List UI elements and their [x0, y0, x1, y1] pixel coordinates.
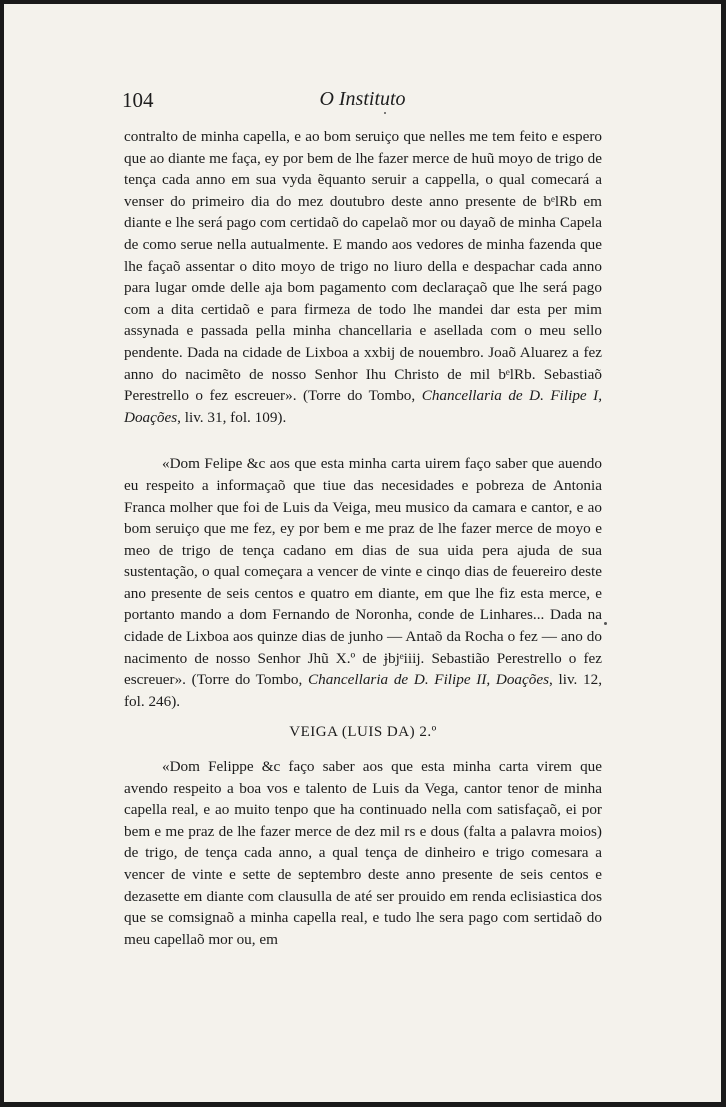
paragraph-3	[124, 756, 602, 950]
page-number: 104	[122, 88, 154, 112]
running-title: O Instituto	[319, 88, 406, 110]
paragraph-2-source: Chancellaria de D. Filipe II, Doações	[307, 671, 550, 689]
paragraph-1	[124, 126, 602, 428]
paragraph-2-source-end: , liv. 12, fol. 246).	[124, 671, 603, 710]
paragraph-2	[124, 453, 602, 712]
paragraph-1-source-end: , liv. 31, fol. 109).	[177, 408, 287, 426]
paper-speck	[384, 112, 386, 114]
paragraph-2-text: «Dom Felipe &c aos que esta minha carta uirem faço saber que auendo eu respeito a informaçaõ que tiue das necesidades e pobreza de Antonia Franca molher que foi de Luis da Veiga, meu musico da camara e cantor, e ao bom seruiço que me fez, ey por bem e me praz de lhe fazer merce de moyo e meo de trigo de tença cadano em dias de sua uida pera ajuda de sua sustentação, o qual começara a vencer de vinte e cinqo dias de feuereiro deste ano presente de seis centos e quatro em diante, em que lhe fiz esta merce, e portanto mando a dom Fernando de Noronha, conde de Linhares... Dada na cidade de Lixboa aos quinze dias de junho — Antaõ da Rocha o fez — ano do nacimento de nosso Senhor Jhũ X.º de ɉbjᵉiiij. Sebastião Perestrello o fez escreuer». (Torre do Tombo,	[124, 455, 602, 689]
paragraph-1-text: contralto de minha capella, e ao bom seruiço que nelles me tem feito e espero que ao diante me faça, ey por bem de lhe fazer merce de huũ moyo de trigo de tença cada anno em sua vyda ẽquanto seruir a cappella, o qual comecará a venser do primeiro dia do mez doutubro deste anno presente de bᵉlRb em diante e lhe será pago com certidaõ do capelaõ mor ou dayaõ de minha Capela de como serue nella autualmente. E mando aos vedores de minha fazenda que lhe façaõ assentar o dito moyo de trigo no liuro della e despachar cada anno para lugar omde delle aja bom pagamento com declaraçaõ que lhe será pago com a dita certidaõ e para firmeza de todo lhe mandei dar esta per mim assynada e passada pella minha chancellaria e asellada com o meu sello pendente. Dada na cidade de Lixboa a xxbij de nouembro. Joaõ Aluarez a fez anno do nacimẽto de nosso Senhor Ihu Christo de mil bᵉlRb. Sebastiaõ Perestrello o fez escreuer». (Torre do Tombo,	[124, 128, 602, 405]
paragraph-3-text: «Dom Felippe &c faço saber aos que esta minha carta virem que avendo respeito a boa vos e talento de Luis da Vega, cantor tenor de minha capella real, e ao muito tenpo que ha continuado nella com satisfaçaõ, ei por bem e me praz de lhe fazer merce de dez mil rs e dous (falta a palavra moios) de trigo, de tença cada anno, a qual tença de dinheiro e trigo comesara a vencer de vinte e sette de septembro deste anno presente de seis centos e dezasette em diante com clausulla de até ser prouido em renda eclisiastica dos que se comsignaõ a minha capella real, e tudo lhe sera pago com sertidaõ do meu capellaõ mor ou, em	[124, 758, 602, 948]
paragraph-1-source: Chancellaria de D. Filipe I, Doações	[124, 387, 602, 426]
body-text	[124, 126, 602, 950]
section-heading: VEIGA (LUIS DA) 2.º	[289, 724, 437, 741]
page-header	[4, 88, 721, 118]
paper-speck	[604, 622, 607, 625]
document-page	[4, 4, 721, 1102]
